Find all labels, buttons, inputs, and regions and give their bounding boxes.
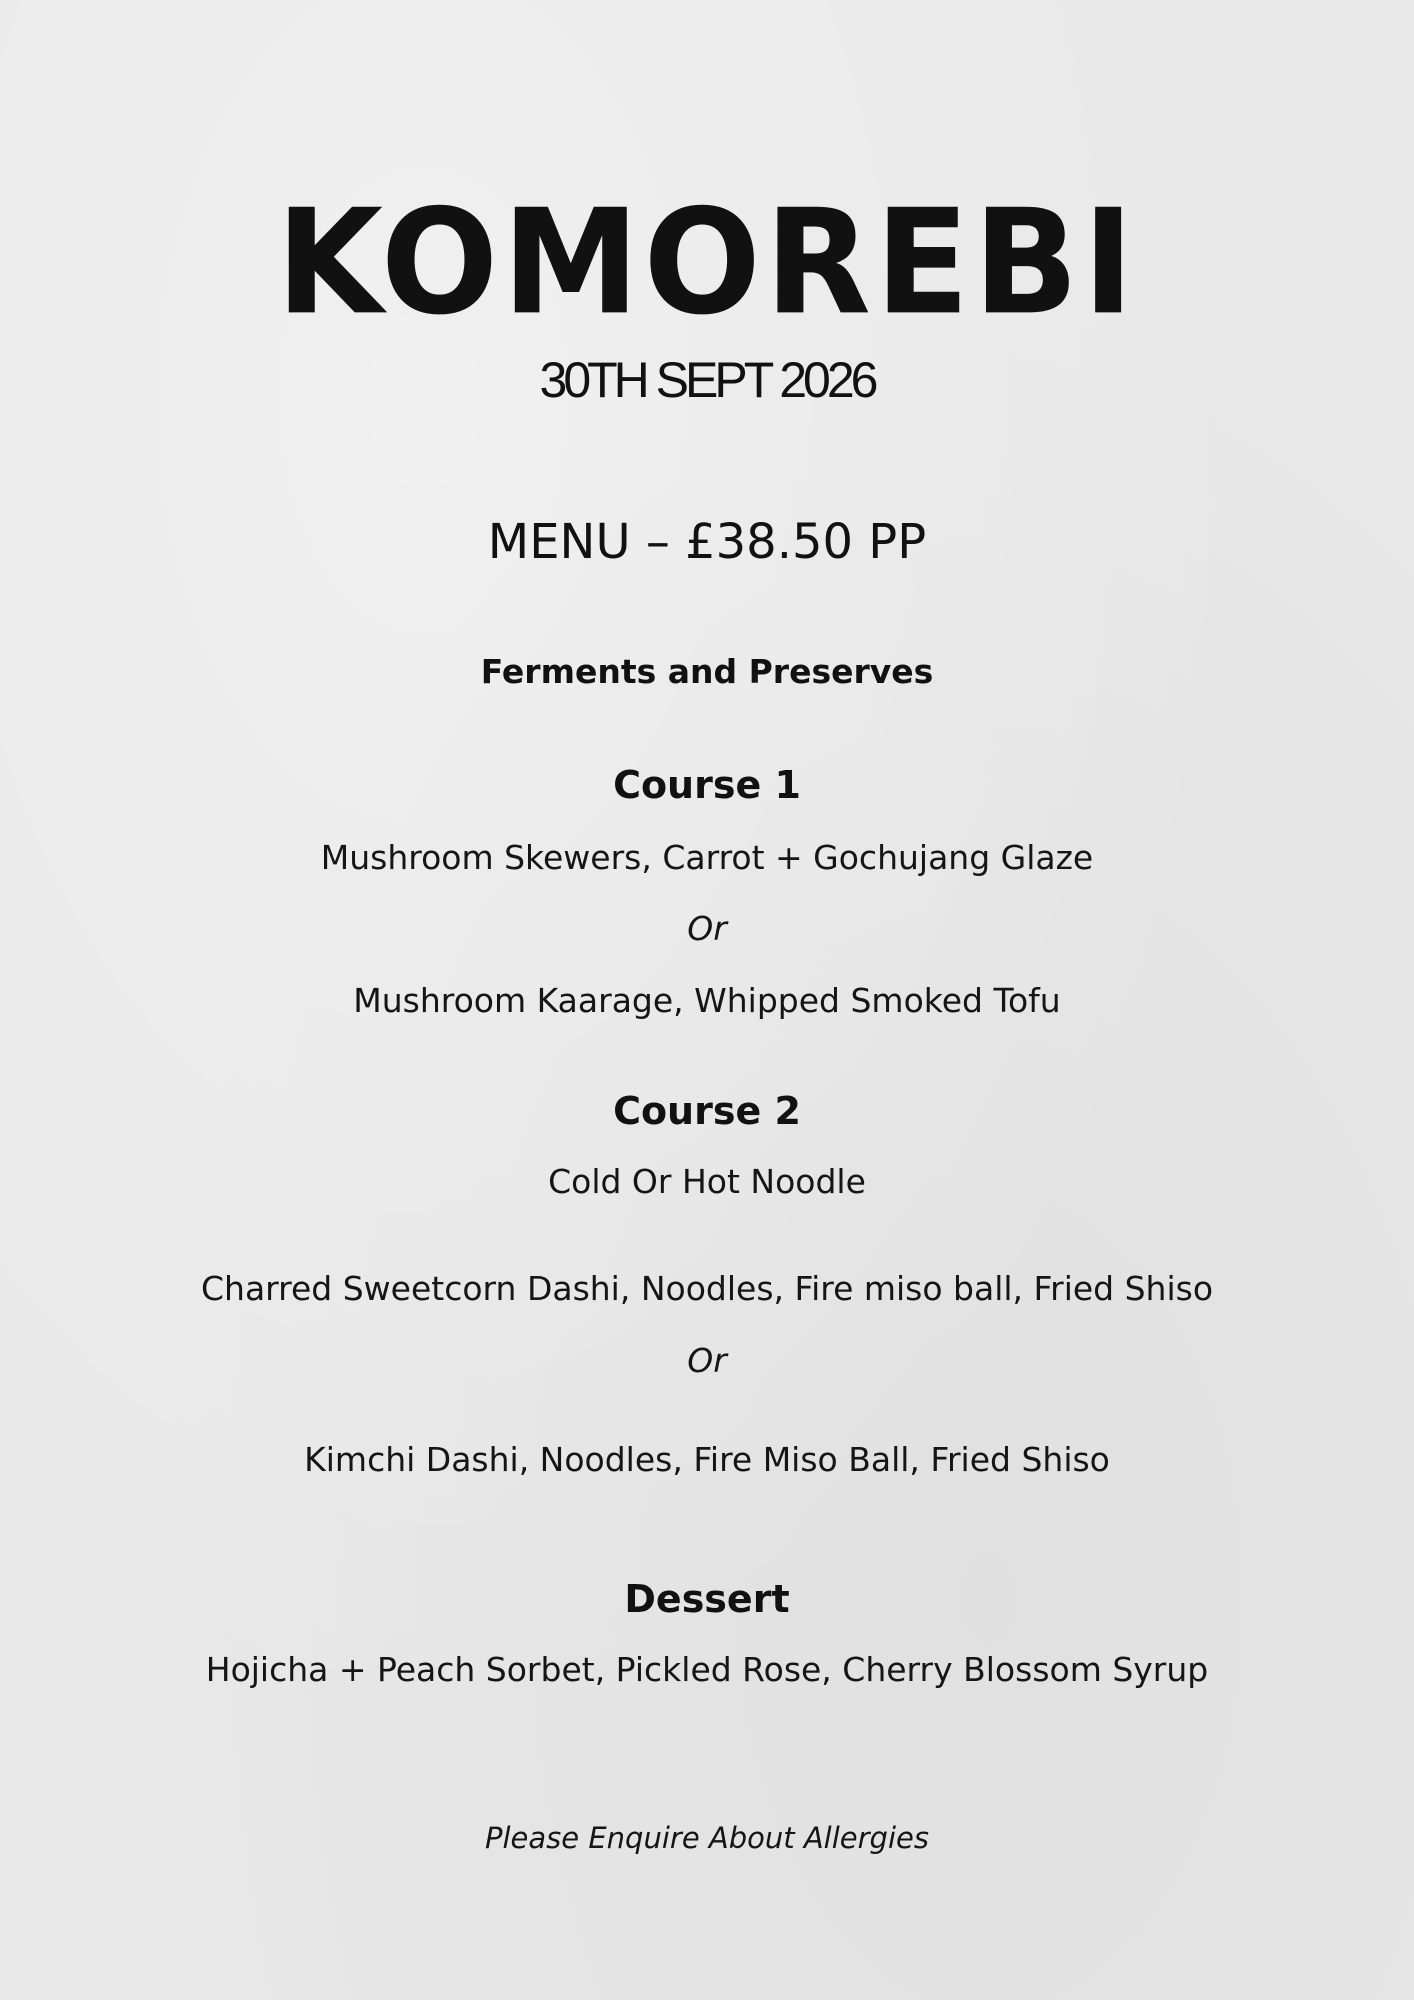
- course-2-dish-2: Kimchi Dashi, Noodles, Fire Miso Ball, Fried Shiso: [304, 1440, 1110, 1479]
- course-2-dish-1: Charred Sweetcorn Dashi, Noodles, Fire miso ball, Fried Shiso: [200, 1269, 1214, 1308]
- menu-price-title: MENU – £38.50 PP: [487, 514, 927, 570]
- course-2-or: Or: [687, 1341, 727, 1380]
- course-1-or: Or: [687, 909, 727, 948]
- course-2-subheading: Cold Or Hot Noodle: [548, 1162, 866, 1201]
- course-1-dish-1: Mushroom Skewers, Carrot + Gochujang Glaze: [320, 838, 1094, 877]
- course-1-dish-2: Mushroom Kaarage, Whipped Smoked Tofu: [353, 981, 1061, 1020]
- course-2-heading: Course 2: [613, 1089, 801, 1133]
- allergies-note: Please Enquire About Allergies: [485, 1821, 929, 1855]
- event-date: 30TH SEPT 2026: [539, 352, 875, 408]
- restaurant-logo: KOMOREBI: [276, 177, 1138, 347]
- dessert-heading: Dessert: [624, 1577, 790, 1621]
- dessert-dish: Hojicha + Peach Sorbet, Pickled Rose, Cherry Blossom Syrup: [205, 1650, 1209, 1689]
- ferments-heading: Ferments and Preserves: [480, 652, 934, 691]
- course-1-heading: Course 1: [613, 763, 801, 807]
